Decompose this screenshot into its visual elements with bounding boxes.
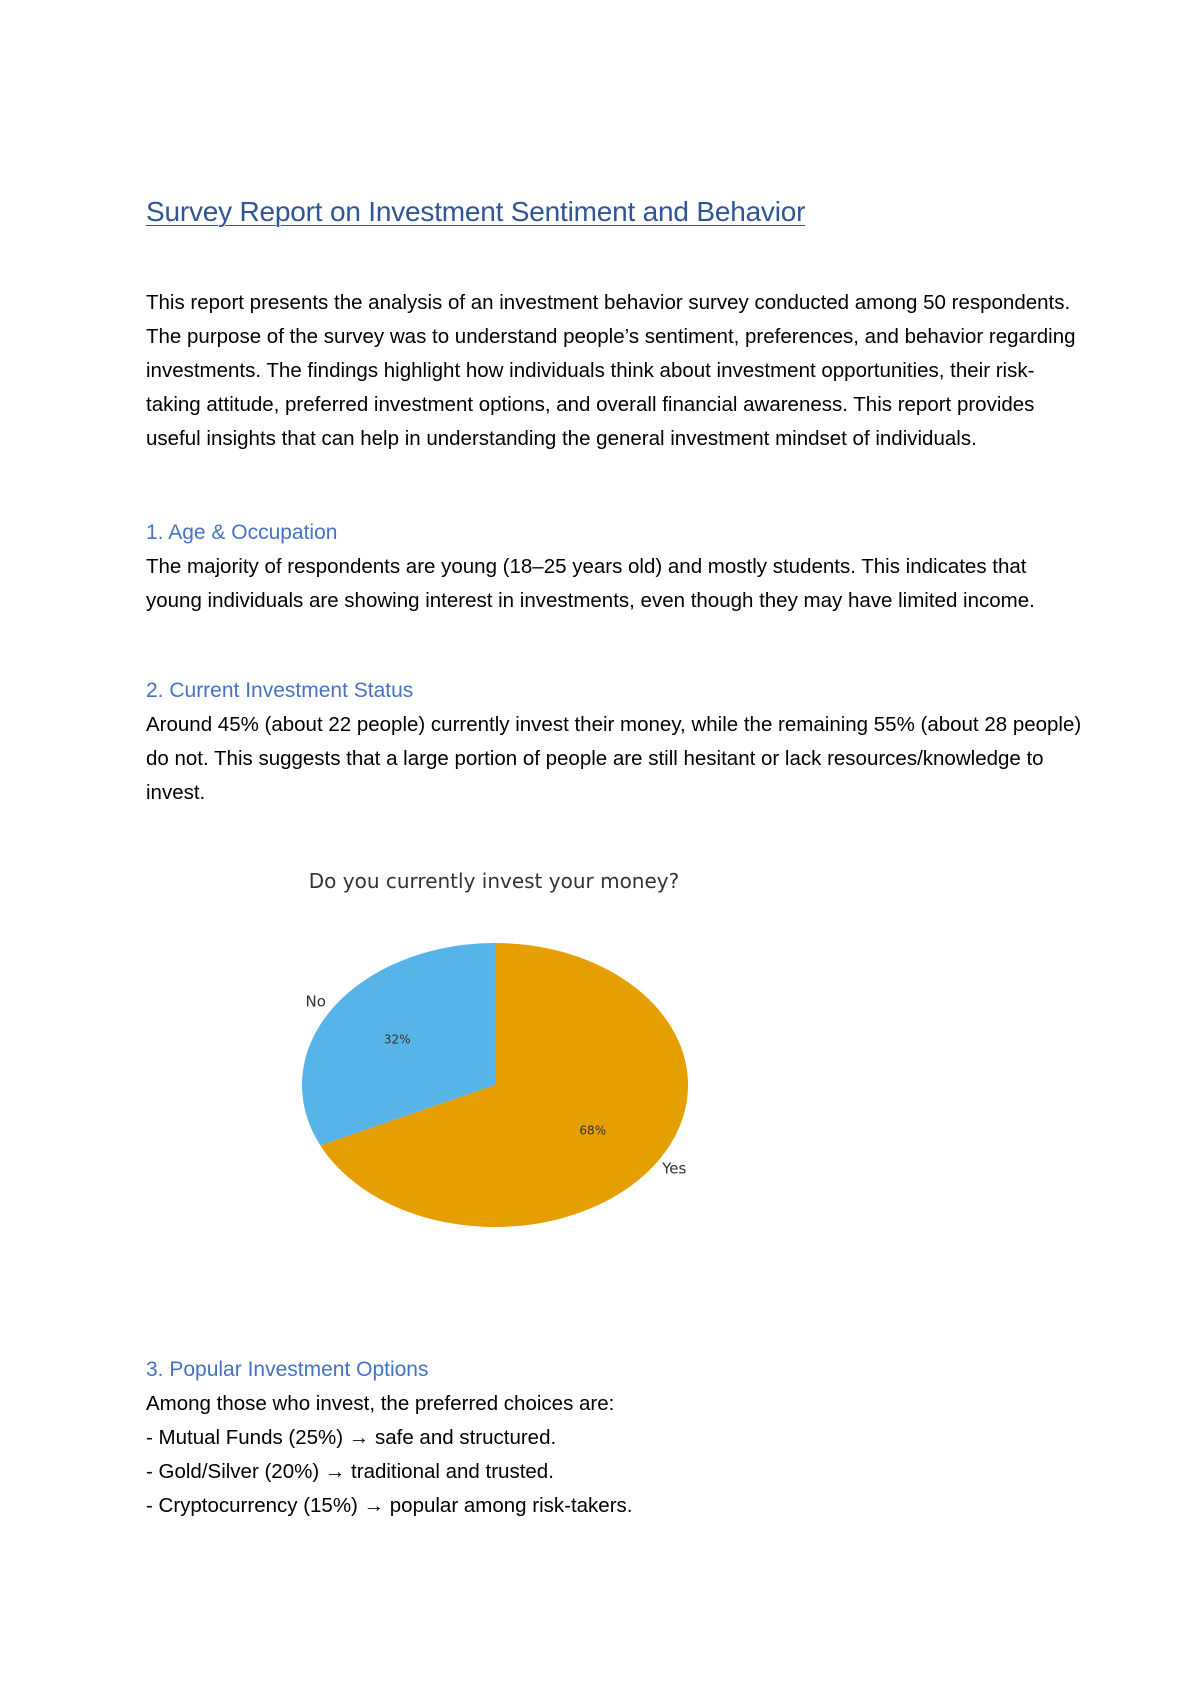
pie-value-label: 32% — [383, 1032, 411, 1047]
list-item: - Mutual Funds (25%) → safe and structured. — [146, 1426, 557, 1449]
intro-block — [146, 286, 1086, 456]
section-body: Among those who invest, the preferred choices are: — [146, 1392, 615, 1415]
pie-chart — [240, 860, 740, 1265]
pie-chart-svg — [240, 860, 740, 1260]
pie-category-label: Yes — [662, 1159, 687, 1178]
section-body: Around 45% (about 22 people) currently invest their money, while the remaining 55% (about 28 people) do not. This suggests that a large portion of people are still hesitant or lack resources/knowledge to invest. — [146, 713, 1082, 804]
section-age-occupation — [146, 516, 1086, 618]
section-heading: 3. Popular Investment Options — [146, 1358, 429, 1381]
section-investment-options — [146, 1353, 1086, 1523]
list-item: - Cryptocurrency (15%) → popular among risk-takers. — [146, 1494, 633, 1517]
intro-paragraph: This report presents the analysis of an investment behavior survey conducted among 50 respondents. The purpose of the survey was to understand people’s sentiment, preferences, and behavior regarding investments. The findings highlight how individuals think about investment opportunities, their risk-taking attitude, preferred investment options, and overall financial awareness. This report provides useful insights that can help in understanding the general investment mindset of individuals. — [146, 291, 1076, 450]
pie-category-label: No — [305, 992, 326, 1011]
section-body: The majority of respondents are young (18–25 years old) and mostly students. This indicates that young individuals are showing interest in investments, even though they may have limited income. — [146, 555, 1035, 612]
section-heading: 1. Age & Occupation — [146, 521, 338, 544]
chart-title: Do you currently invest your money? — [308, 869, 680, 893]
document-title: Survey Report on Investment Sentiment and Behavior — [146, 196, 806, 227]
pie-value-label: 68% — [579, 1123, 607, 1138]
list-item: - Gold/Silver (20%) → traditional and trusted. — [146, 1460, 554, 1483]
investment-options-list — [146, 1421, 1086, 1523]
section-investment-status — [146, 674, 1086, 810]
section-heading: 2. Current Investment Status — [146, 679, 414, 702]
